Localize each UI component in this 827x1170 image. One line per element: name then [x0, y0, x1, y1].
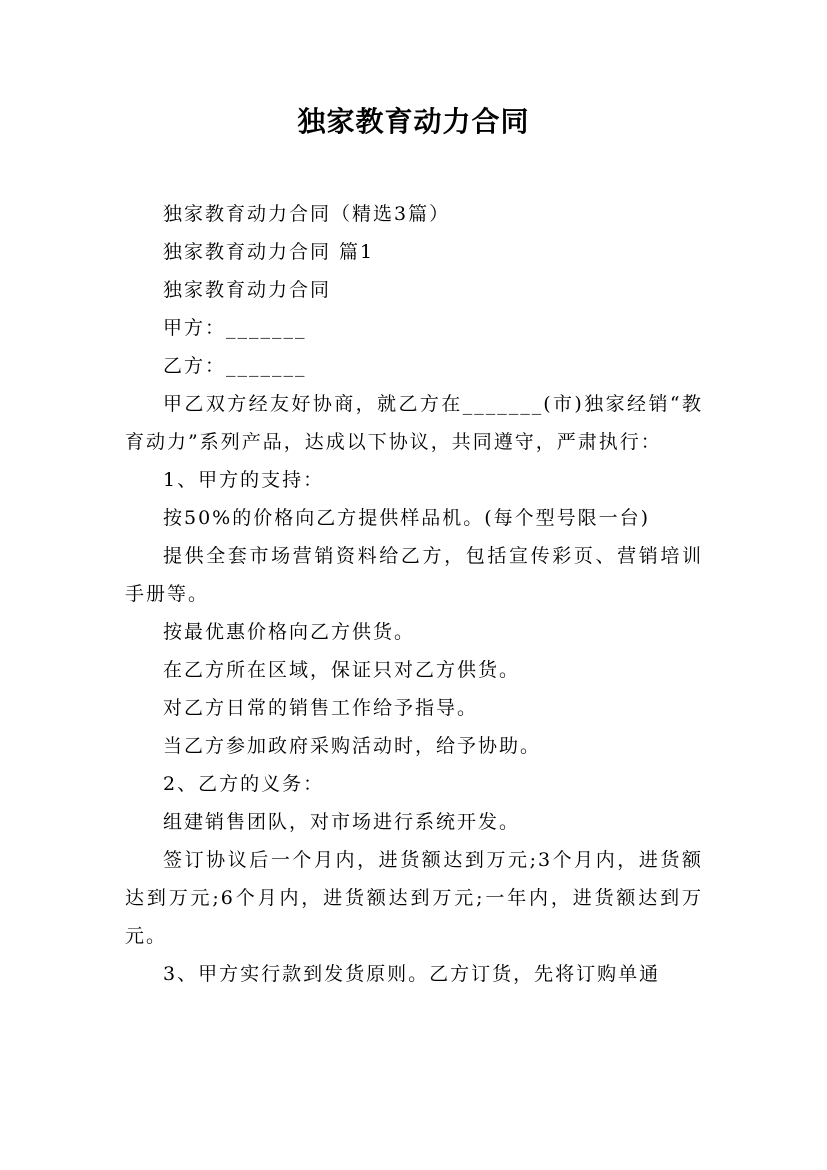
- paragraph-party-b: 乙方：_______: [163, 355, 307, 377]
- paragraph-clause-2-heading: 2、乙方的义务：: [163, 773, 325, 795]
- paragraph-clause-2-item: 组建销售团队，对市场进行系统开发。: [163, 811, 521, 833]
- paragraph-preamble: 甲乙双方经友好协商，就乙方在_______(市)独家经销“教育动力”系列产品，达成以下协议，共同遵守，严肃执行：: [125, 393, 703, 453]
- paragraph-subtitle: 独家教育动力合同（精选3篇）: [163, 203, 451, 225]
- paragraph-contract-name: 独家教育动力合同: [163, 279, 332, 301]
- paragraph-clause-1-item: 对乙方日常的销售工作给予指导。: [163, 697, 479, 719]
- paragraph-clause-1-item: 按最优惠价格向乙方供货。: [163, 621, 416, 643]
- document-body: [125, 195, 703, 993]
- paragraph-party-a: 甲方：_______: [163, 317, 307, 339]
- document-title: 独家教育动力合同: [297, 105, 530, 138]
- paragraph-clause-1-item: 在乙方所在区域，保证只对乙方供货。: [163, 659, 521, 681]
- paragraph-clause-1-item: 提供全套市场营销资料给乙方，包括宣传彩页、营销培训手册等。: [125, 545, 703, 605]
- paragraph-clause-1-item: 按50%的价格向乙方提供样品机。(每个型号限一台): [163, 507, 651, 529]
- paragraph-section-heading: 独家教育动力合同 篇1: [163, 241, 375, 263]
- paragraph-clause-1-item: 当乙方参加政府采购活动时，给予协助。: [163, 735, 542, 757]
- paragraph-clause-3: 3、甲方实行款到发货原则。乙方订货，先将订购单通: [163, 963, 661, 985]
- paragraph-clause-1-heading: 1、甲方的支持：: [163, 469, 325, 491]
- paragraph-clause-2-item: 签订协议后一个月内，进货额达到万元;3个月内，进货额达到万元;6个月内，进货额达到万元;一年内，进货额达到万元。: [125, 849, 703, 947]
